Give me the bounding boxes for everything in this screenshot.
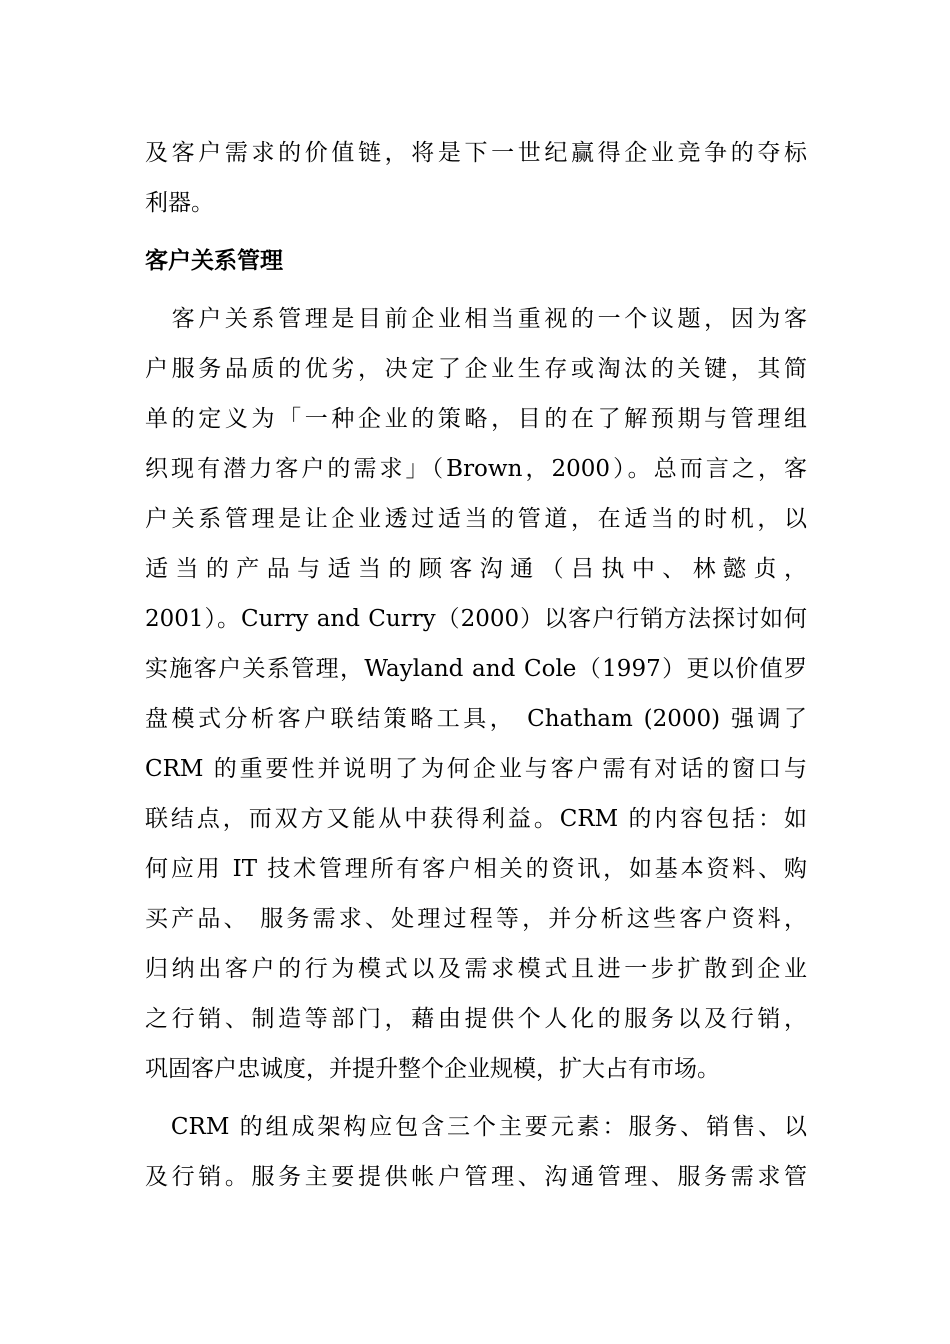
text-line: 盘模式分析客户联结策略工具， Chatham (2000) 强调了 — [145, 706, 807, 732]
document-page — [145, 128, 807, 1202]
text-line: 之行销、制造等部门，藉由提供个人化的服务以及行销， — [145, 1006, 807, 1032]
text-line: 织现有潜力客户的需求」（Brown，2000）。总而言之，客 — [145, 456, 807, 482]
text-line: 利器。 — [145, 190, 214, 216]
body-paragraph-2 — [145, 1102, 807, 1202]
text-line: 单的定义为「一种企业的策略，目的在了解预期与管理组 — [145, 406, 807, 432]
text-line: 实施客户关系管理，Wayland and Cole（1997）更以价值罗 — [145, 656, 807, 682]
text-line: 适当的产品与适当的顾客沟通（吕执中、林懿贞， — [145, 556, 807, 582]
paragraph-gap — [145, 1094, 807, 1102]
text-line: 户服务品质的优劣，决定了企业生存或淘汰的关键，其简 — [145, 356, 807, 382]
text-line: 归纳出客户的行为模式以及需求模式且进一步扩散到企业 — [145, 956, 807, 982]
text-line: 巩固客户忠诚度，并提升整个企业规模，扩大占有市场。 — [145, 1056, 720, 1082]
text-line: 联结点，而双方又能从中获得利益。CRM 的内容包括：如 — [145, 806, 807, 832]
text-line: 及行销。服务主要提供帐户管理、沟通管理、服务需求管 — [145, 1164, 807, 1190]
text-line: 及客户需求的价值链，将是下一世纪赢得企业竞争的夺标 — [145, 140, 807, 166]
text-line: 户关系管理是让企业透过适当的管道，在适当的时机，以 — [145, 506, 807, 532]
text-line: CRM 的重要性并说明了为何企业与客户需有对话的窗口与 — [145, 756, 807, 782]
section-heading: 客户关系管理 — [145, 248, 283, 274]
text-line: 客户关系管理是目前企业相当重视的一个议题，因为客 — [145, 306, 807, 332]
body-paragraph-1 — [145, 294, 807, 1094]
text-line: 何应用 IT 技术管理所有客户相关的资讯，如基本资料、购 — [145, 856, 807, 882]
continuation-paragraph — [145, 128, 807, 228]
text-line: 买产品、 服务需求、处理过程等，并分析这些客户资料， — [145, 906, 807, 932]
text-line: CRM 的组成架构应包含三个主要元素：服务、销售、以 — [145, 1114, 807, 1140]
text-line: 2001）。Curry and Curry（2000）以客户行销方法探讨如何 — [145, 606, 807, 632]
